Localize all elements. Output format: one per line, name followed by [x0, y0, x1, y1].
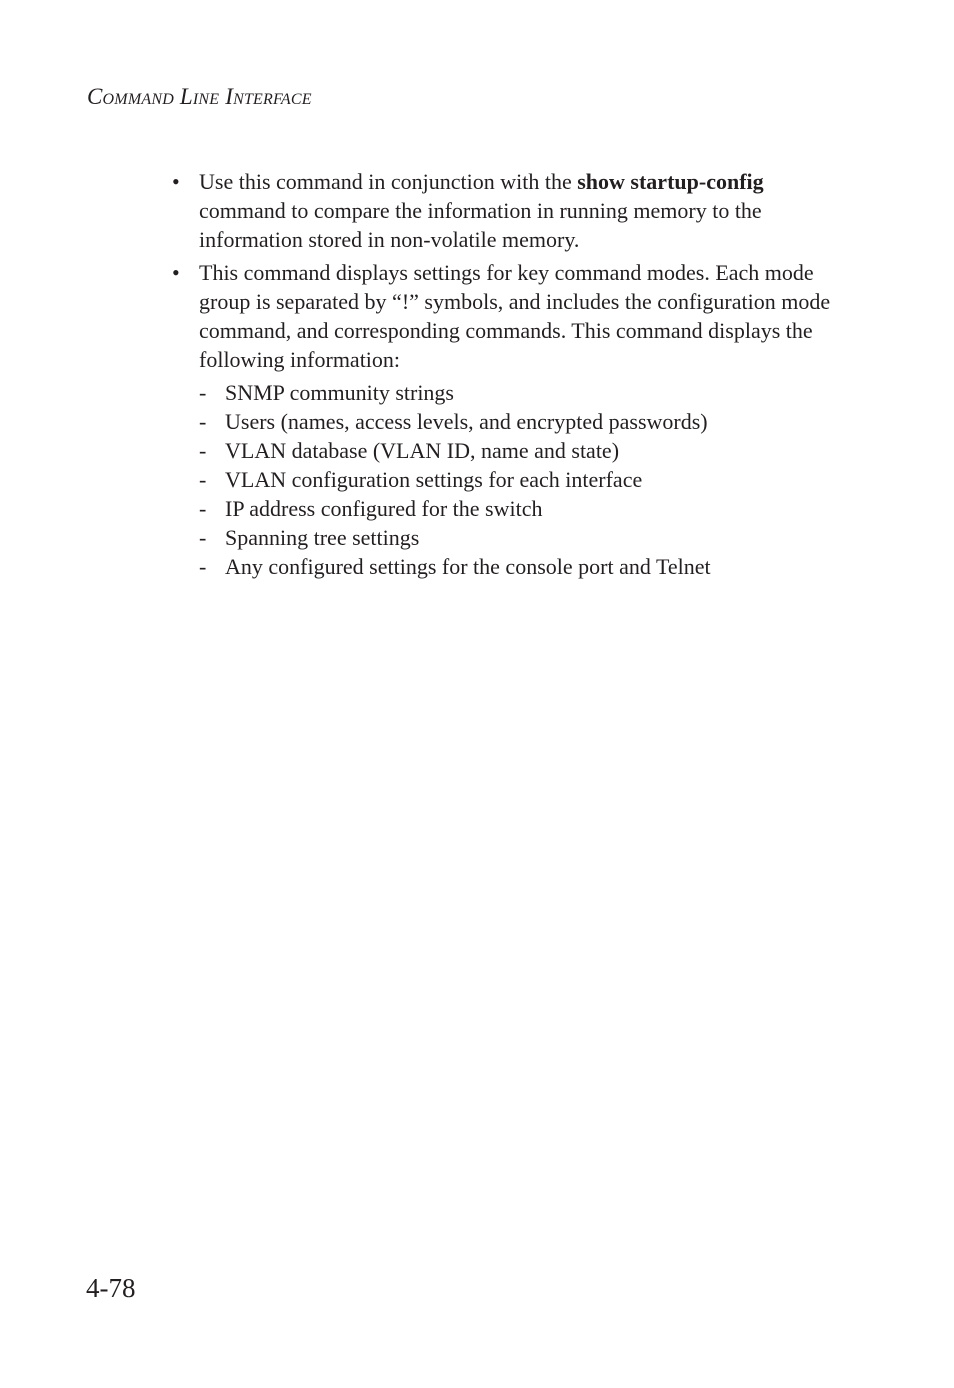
- dash-mark: -: [199, 554, 207, 579]
- bullet-text-before: Use this command in conjunction with the: [199, 169, 578, 194]
- info-list: [199, 378, 852, 581]
- running-header: Command Line Interface: [87, 84, 312, 109]
- list-item-text: Users (names, access levels, and encrypted passwords): [225, 409, 708, 434]
- list-item-text: IP address configured for the switch: [225, 496, 543, 521]
- dash-mark: -: [199, 409, 207, 434]
- list-item: [199, 494, 852, 523]
- dash-mark: -: [199, 525, 207, 550]
- list-item-text: VLAN configuration settings for each interface: [225, 467, 643, 492]
- list-item-text: Spanning tree settings: [225, 525, 420, 550]
- dash-mark: -: [199, 438, 207, 463]
- main-content: [172, 167, 852, 585]
- bullet-mark: •: [172, 169, 180, 194]
- dash-mark: -: [199, 467, 207, 492]
- list-item: [199, 378, 852, 407]
- page-number: 4-78: [86, 1273, 136, 1303]
- bullet-item-displays: [172, 258, 852, 581]
- bullet-text: This command displays settings for key command modes. Each mode group is separated by “!” symbols, and includes the configuration mode command, and corresponding commands. This command displays the following information:: [199, 260, 831, 372]
- bullet-text-after: command to compare the information in running memory to the information stored in non-volatile memory.: [199, 198, 762, 252]
- list-item: [199, 552, 852, 581]
- list-item: [199, 465, 852, 494]
- dash-mark: -: [199, 380, 207, 405]
- list-item: [199, 436, 852, 465]
- bullet-item-compare: [172, 167, 852, 254]
- command-reference: show startup-config: [577, 169, 764, 194]
- bullet-mark: •: [172, 260, 180, 285]
- list-item-text: Any configured settings for the console port and Telnet: [225, 554, 711, 579]
- dash-mark: -: [199, 496, 207, 521]
- list-item-text: VLAN database (VLAN ID, name and state): [225, 438, 620, 463]
- list-item-text: SNMP community strings: [225, 380, 454, 405]
- list-item: [199, 523, 852, 552]
- list-item: [199, 407, 852, 436]
